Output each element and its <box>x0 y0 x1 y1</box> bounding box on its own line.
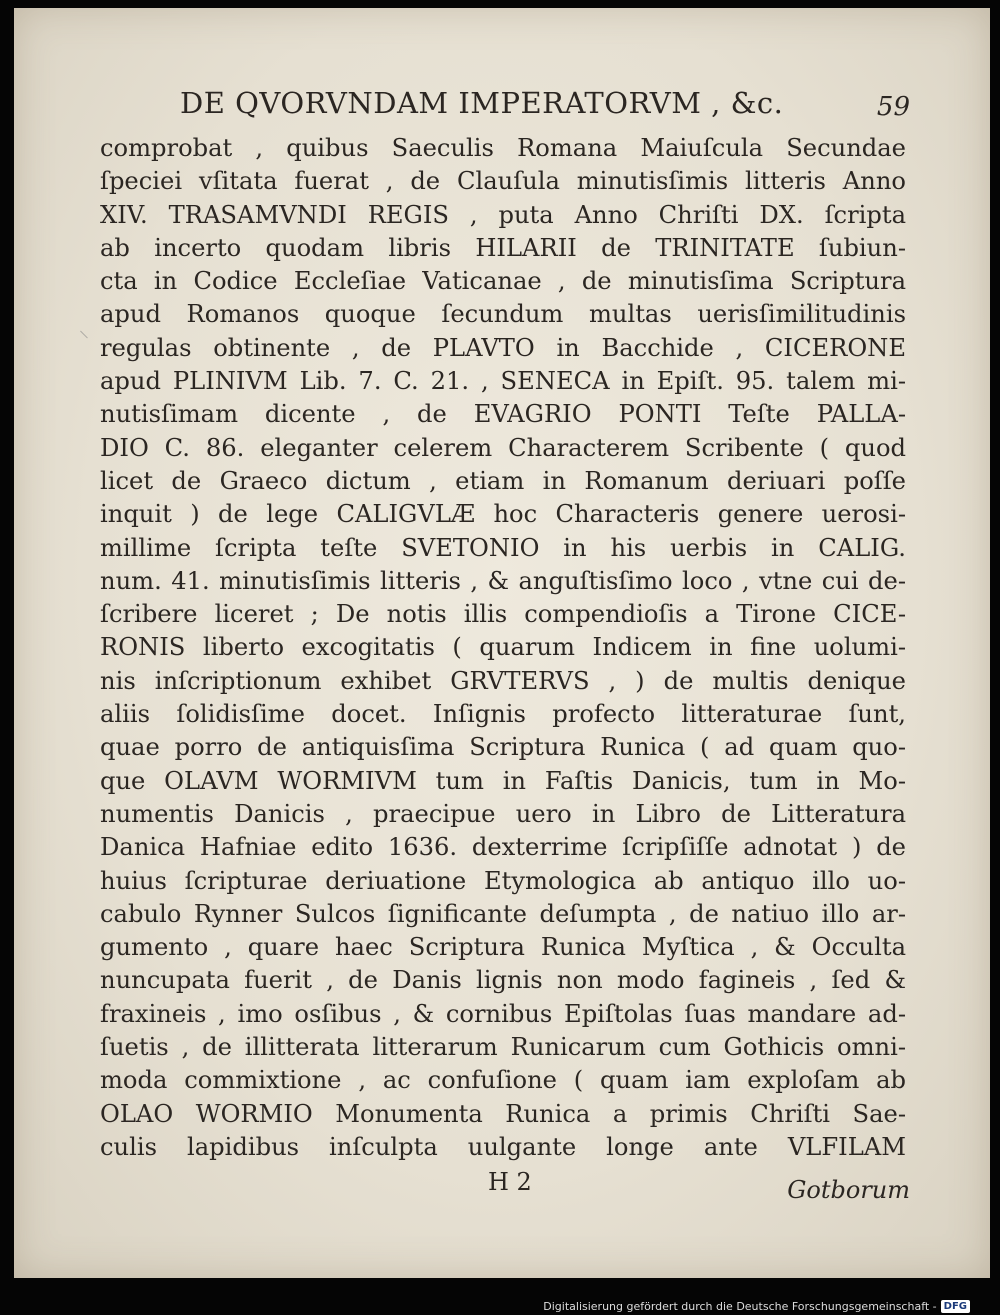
text-line: cabulo Rynner Sulcos ſignificante deſumpta , de natiuo illo ar- <box>100 899 906 928</box>
text-line: ſuetis , de illitterata litterarum Runicarum cum Gothicis omni- <box>100 1033 906 1062</box>
text-line: ab incerto quodam libris HILARII de TRINITATE ſubiun- <box>100 233 906 262</box>
text-line: apud PLINIVM Lib. 7. C. 21. , SENECA in Epiſt. 95. talem mi- <box>100 367 906 396</box>
text-line: XIV. TRASAMVNDI REGIS , puta Anno Chriſti DX. ſcripta <box>100 200 906 229</box>
credit-text: Digitalisierung gefördert durch die Deutsche Forschungsgemeinschaft - <box>543 1300 937 1313</box>
body-text <box>100 132 906 1164</box>
text-line: huius ſcripturae deriuatione Etymologica ab antiquo illo uo- <box>100 866 906 895</box>
text-line: gumento , quare haec Scriptura Runica Myſtica , & Occulta <box>100 933 906 962</box>
text-line: culis lapidibus inſculpta uulgante longe ante VLFILAM <box>100 1132 906 1161</box>
text-line: numentis Danicis , praecipue uero in Libro de Litteratura <box>100 799 906 828</box>
text-line: que OLAVM WORMIVM tum in Faſtis Danicis, tum in Mo- <box>100 766 906 795</box>
page-number: 59 <box>876 92 910 122</box>
page-header <box>180 86 910 132</box>
dfg-logo-icon: DFG <box>941 1300 970 1313</box>
text-line: moda commixtione , ac confuſione ( quam iam exploſam ab <box>100 1066 906 1095</box>
text-line: ſpeciei vſitata fuerat , de Clauſula minutisſimis litteris Anno <box>100 167 906 196</box>
digitization-credit <box>543 1300 970 1313</box>
text-line: comprobat , quibus Saeculis Romana Maiuſcula Secundae <box>100 134 906 162</box>
text-line: quae porro de antiquisſima Scriptura Runica ( ad quam quo- <box>100 733 906 762</box>
text-line: aliis ſolidisſime docet. Inſignis profecto litteraturae ſunt, <box>100 700 906 729</box>
text-line: OLAO WORMIO Monumenta Runica a primis Chriſti Sae- <box>100 1099 906 1128</box>
text-line: num. 41. minutisſimis litteris , & anguſtisſimo loco , vtne cui de- <box>100 566 906 595</box>
signature-mark: H 2 <box>488 1168 532 1196</box>
text-line: Danica Hafniae edito 1636. dexterrime ſcripſiſſe adnotat ) de <box>100 833 906 862</box>
text-line: cta in Codice Eccleſiae Vaticanae , de minutisſima Scriptura <box>100 267 906 296</box>
text-line: nutisſimam dicente , de EVAGRIO PONTI Teſte PALLA- <box>100 400 906 429</box>
text-line: RONIS liberto excogitatis ( quarum Indicem in fine uolumi- <box>100 633 906 662</box>
running-title: DE QVORVNDAM IMPERATORVM , &c. <box>180 86 784 120</box>
text-line: millime ſcripta teſte SVETONIO in his uerbis in CALIG. <box>100 533 906 562</box>
text-line: nis inſcriptionum exhibet GRVTERVS , ) de multis denique <box>100 666 906 695</box>
text-line: inquit ) de lege CALIGVLÆ hoc Characteris genere uerosi- <box>100 500 906 529</box>
text-line: licet de Graeco dictum , etiam in Romanum deriuari poſſe <box>100 466 906 495</box>
text-line: apud Romanos quoque ſecundum multas uerisſimilitudinis <box>100 300 906 329</box>
text-line: regulas obtinente , de PLAVTO in Bacchide , CICERONE <box>100 333 906 362</box>
text-line: nuncupata fuerit , de Danis lignis non modo fagineis , ſed & <box>100 966 906 995</box>
catchword: Gotborum <box>787 1176 910 1204</box>
text-line: fraxineis , imo osſibus , & cornibus Epiſtolas ſuas mandare ad- <box>100 999 906 1028</box>
text-line: DIO C. 86. eleganter celerem Characterem Scribente ( quod <box>100 433 906 462</box>
text-line: ſcribere liceret ; De notis illis compendioſis a Tirone CICE- <box>100 600 906 629</box>
